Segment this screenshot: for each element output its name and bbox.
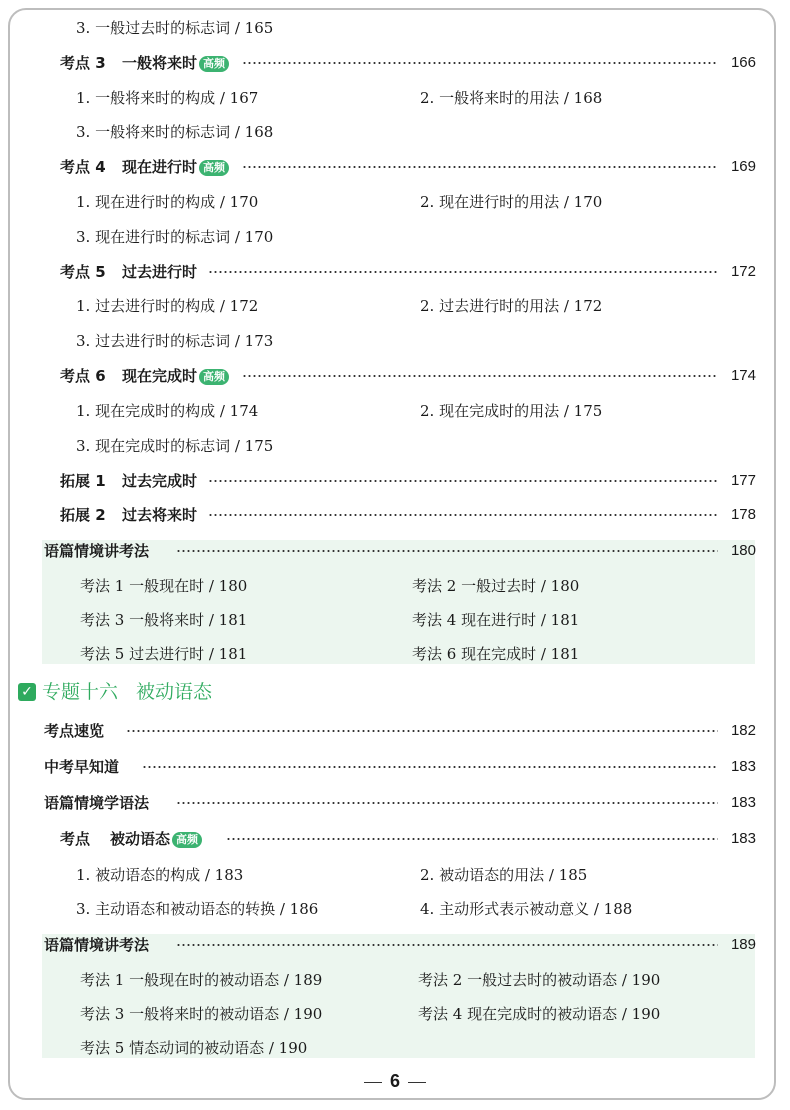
toc-entry-xyf[interactable]: 语篇情境学语法 183 xyxy=(0,787,790,819)
leader-dots xyxy=(242,165,718,169)
toc-entry-kd6[interactable]: 考点 6 现在完成时 高频 174 xyxy=(0,360,790,392)
page-number: 169 xyxy=(730,158,756,175)
toc-entry-tz2[interactable]: 拓展 2 过去将来时 178 xyxy=(0,499,790,531)
hot-badge: 高频 xyxy=(199,369,229,385)
toc-entry-kd4[interactable]: 考点 4 现在进行时 高频 169 xyxy=(0,151,790,183)
footer-dash xyxy=(364,1082,382,1083)
toc-entry-section-methods[interactable]: 语篇情境讲考法 189 xyxy=(0,929,790,961)
toc-subitem[interactable]: 考法 5 过去进行时 / 181 xyxy=(80,645,248,663)
page-number: 182 xyxy=(730,722,756,739)
leader-dots xyxy=(242,374,718,378)
toc-subitem[interactable]: 3. 过去进行时的标志词 / 173 xyxy=(76,332,274,350)
leader-dots xyxy=(176,943,718,947)
page-number: 177 xyxy=(730,472,756,489)
leader-dots xyxy=(226,837,718,841)
hot-badge: 高频 xyxy=(172,832,202,848)
toc-subitem[interactable]: 3. 现在进行时的标志词 / 170 xyxy=(76,228,274,246)
leader-dots xyxy=(176,801,718,805)
toc-subitem[interactable]: 1. 现在完成时的构成 / 174 xyxy=(76,402,259,420)
page-number: 189 xyxy=(730,936,756,953)
page-number: 178 xyxy=(730,506,756,523)
page-number: 180 xyxy=(730,542,756,559)
toc-subitem[interactable]: 考法 1 一般现在时的被动语态 / 189 xyxy=(80,971,323,989)
page-number: 172 xyxy=(730,263,756,280)
leader-dots xyxy=(208,270,718,274)
toc-subitem[interactable]: 1. 被动语态的构成 / 183 xyxy=(76,866,244,884)
toc-subitem[interactable]: 1. 现在进行时的构成 / 170 xyxy=(76,193,259,211)
toc-subitem[interactable]: 3. 一般过去时的标志词 / 165 xyxy=(76,19,274,37)
leader-dots xyxy=(208,479,718,483)
topic-heading[interactable]: ✓ 专题十六 被动语态 xyxy=(18,676,212,708)
page-number: 183 xyxy=(730,794,756,811)
checkbox-icon: ✓ xyxy=(18,683,36,701)
footer-dash xyxy=(408,1082,426,1083)
leader-dots xyxy=(208,513,718,517)
toc-entry-ksl[interactable]: 考点速览 182 xyxy=(0,715,790,747)
toc-entry-zkz[interactable]: 中考早知道 183 xyxy=(0,751,790,783)
toc-entry-tz1[interactable]: 拓展 1 过去完成时 177 xyxy=(0,465,790,497)
toc-subitem[interactable]: 考法 3 一般将来时的被动语态 / 190 xyxy=(80,1005,323,1023)
footer-page-number: 6 xyxy=(389,1071,400,1091)
toc-subitem[interactable]: 3. 主动语态和被动语态的转换 / 186 xyxy=(76,900,319,918)
toc-subitem[interactable]: 考法 1 一般现在时 / 180 xyxy=(80,577,248,595)
hot-badge: 高频 xyxy=(199,160,229,176)
toc-subitem[interactable]: 1. 一般将来时的构成 / 167 xyxy=(76,89,259,107)
toc-subitem[interactable]: 3. 现在完成时的标志词 / 175 xyxy=(76,437,274,455)
leader-dots xyxy=(126,729,718,733)
toc-entry-kd[interactable]: 考点 被动语态 高频 183 xyxy=(0,823,790,855)
toc-subitem[interactable]: 1. 过去进行时的构成 / 172 xyxy=(76,297,259,315)
page-number: 183 xyxy=(730,830,756,847)
page-footer xyxy=(0,1066,790,1096)
toc-subitem[interactable]: 考法 3 一般将来时 / 181 xyxy=(80,611,248,629)
toc-entry-section-methods[interactable]: 语篇情境讲考法 180 xyxy=(0,535,790,567)
toc-entry-kd5[interactable]: 考点 5 过去进行时 172 xyxy=(0,256,790,288)
hot-badge: 高频 xyxy=(199,56,229,72)
toc-subitem[interactable]: 3. 一般将来时的标志词 / 168 xyxy=(76,123,274,141)
page-number: 183 xyxy=(730,758,756,775)
leader-dots xyxy=(242,61,718,65)
toc-subitem[interactable]: 考法 5 情态动词的被动语态 / 190 xyxy=(80,1039,308,1057)
toc-entry-kd3[interactable]: 考点 3 一般将来时 高频 166 xyxy=(0,47,790,79)
page-number: 166 xyxy=(730,54,756,71)
page-number: 174 xyxy=(730,367,756,384)
leader-dots xyxy=(142,765,718,769)
leader-dots xyxy=(176,549,718,553)
